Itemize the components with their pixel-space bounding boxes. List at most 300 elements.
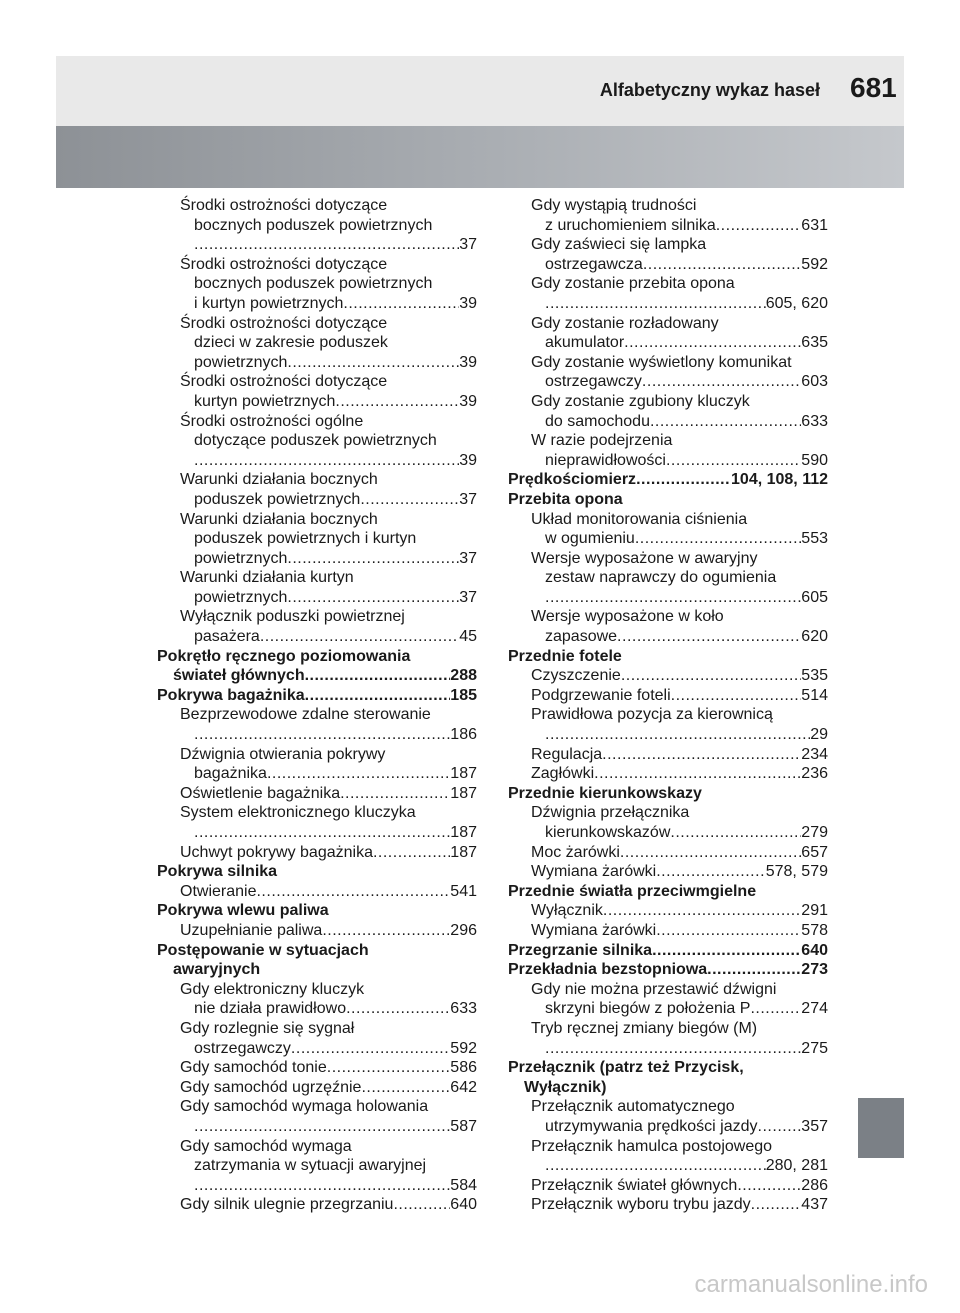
dot-leader — [656, 921, 801, 941]
dot-leader — [617, 627, 801, 647]
dot-leader — [602, 745, 801, 765]
index-heading — [157, 666, 477, 686]
entry-label: dzieci w zakresie poduszek — [194, 334, 388, 352]
page-reference: 236 — [801, 765, 828, 783]
entry-label: bocznych poduszek powietrznych — [194, 275, 433, 293]
entry-label: w ogumieniu — [545, 530, 635, 548]
page-reference: 288 — [450, 667, 477, 685]
page-reference: 635 — [801, 334, 828, 352]
dot-leader — [373, 843, 450, 863]
index-heading — [508, 960, 828, 980]
index-entry — [157, 1078, 477, 1098]
entry-label: Przełącznik hamulca postojowego — [531, 1137, 773, 1155]
index-entry — [508, 999, 828, 1019]
entry-label: Wymiana żarówki — [531, 863, 657, 881]
dot-leader — [716, 216, 802, 236]
index-entry — [157, 1156, 477, 1176]
entry-label: Pokrętło ręcznego poziomowania — [157, 647, 411, 665]
index-entry — [508, 294, 828, 314]
index-entry — [157, 843, 477, 863]
entry-label: Pokrywa silnika — [157, 863, 278, 881]
index-entry — [508, 1195, 828, 1215]
index-entry — [157, 431, 477, 451]
entry-label: z uruchomieniem silnika — [545, 216, 716, 234]
entry-label: Przekładnia bezstopniowa — [508, 961, 708, 979]
page-reference: 603 — [801, 373, 828, 391]
page-reference: 37 — [459, 549, 477, 567]
dot-leader — [305, 686, 451, 706]
index-entry — [157, 372, 477, 392]
page-reference: 590 — [801, 451, 828, 469]
index-entry — [508, 666, 828, 686]
index-entry — [508, 627, 828, 647]
index-entry — [508, 1117, 828, 1137]
page-reference: 280, 281 — [765, 1157, 828, 1175]
page-reference: 592 — [801, 255, 828, 273]
index-entry — [508, 901, 828, 921]
entry-label: poduszek powietrznych — [194, 490, 361, 508]
entry-label: bocznych poduszek powietrznych — [194, 216, 433, 234]
entry-label: Środki ostrożności dotyczące — [180, 255, 388, 273]
index-entry — [157, 255, 477, 275]
index-entry — [508, 921, 828, 941]
index-entry — [157, 803, 477, 823]
index-heading — [508, 470, 828, 490]
index-entry — [157, 921, 477, 941]
dot-leader — [194, 725, 450, 745]
index-entry — [157, 1195, 477, 1215]
entry-label: Środki ostrożności dotyczące — [180, 373, 388, 391]
dot-leader — [751, 1195, 802, 1215]
entry-label: ostrzegawczy — [194, 1039, 291, 1057]
entry-label: świateł głównych — [173, 667, 305, 685]
index-entry — [508, 1039, 828, 1059]
entry-label: Przełącznik automatycznego — [531, 1098, 735, 1116]
entry-label: Przednie kierunkowskazy — [508, 784, 702, 802]
entry-label: zapasowe — [545, 628, 618, 646]
index-entry — [157, 412, 477, 432]
entry-label: Gdy silnik ulegnie przegrzaniu — [180, 1196, 394, 1214]
index-column-left — [157, 196, 477, 1215]
index-entry — [508, 1176, 828, 1196]
index-entry — [508, 372, 828, 392]
index-entry — [508, 803, 828, 823]
index-entry — [157, 274, 477, 294]
index-entry — [508, 333, 828, 353]
entry-label: Pokrywa wlewu paliwa — [157, 902, 329, 920]
page-reference: 584 — [450, 1176, 477, 1194]
entry-label: Wersje wyposażone w awaryjny — [531, 549, 758, 567]
watermark: carmanualsonline.info — [694, 1271, 928, 1298]
entry-label: bagażnika — [194, 765, 267, 783]
index-entry — [157, 588, 477, 608]
entry-label: ostrzegawcza — [545, 255, 643, 273]
dot-leader — [624, 333, 801, 353]
decorative-band — [56, 126, 904, 188]
entry-label: Środki ostrożności ogólne — [180, 412, 364, 430]
page-reference: 37 — [459, 588, 477, 606]
entry-label: Oświetlenie bagażnika — [180, 784, 341, 802]
page-reference: 275 — [801, 1039, 828, 1057]
index-entry — [508, 745, 828, 765]
entry-label: Moc żarówki — [531, 843, 620, 861]
dot-leader — [635, 529, 801, 549]
entry-label: Gdy samochód wymaga — [180, 1137, 352, 1155]
entry-label: utrzymywania prędkości jazdy — [545, 1117, 758, 1135]
dot-leader — [335, 392, 459, 412]
entry-label: Gdy zostanie wyświetlony komunikat — [531, 353, 792, 371]
index-entry — [508, 274, 828, 294]
entry-label: Gdy wystąpią trudności — [531, 197, 697, 214]
dot-leader — [656, 862, 766, 882]
page-reference: 187 — [450, 824, 477, 841]
dot-leader — [346, 999, 450, 1019]
index-entry — [508, 529, 828, 549]
entry-label: Pokrywa bagażnika — [157, 686, 305, 704]
page-reference: 620 — [801, 628, 828, 646]
entry-label: W razie podejrzenia — [531, 432, 673, 450]
entry-label: kierunkowskazów — [545, 824, 671, 841]
entry-label: Bezprzewodowe zdalne sterowanie — [180, 706, 431, 724]
index-entry — [157, 823, 477, 843]
entry-label: Przebita opona — [508, 490, 623, 508]
entry-label: Przełącznik świateł głównych — [531, 1176, 738, 1194]
entry-label: Podgrzewanie foteli — [531, 686, 671, 704]
index-entry — [508, 862, 828, 882]
page-reference: 186 — [450, 726, 477, 744]
entry-label: Środki ostrożności dotyczące — [180, 197, 388, 214]
page-reference: 592 — [450, 1039, 477, 1057]
page-reference: 185 — [450, 686, 477, 704]
index-heading — [508, 490, 828, 510]
entry-label: Wyłącznik) — [524, 1078, 607, 1096]
index-entry — [157, 216, 477, 236]
dot-leader — [291, 1039, 450, 1059]
index-entry — [508, 588, 828, 608]
dot-leader — [545, 1156, 766, 1176]
dot-leader — [642, 372, 801, 392]
index-entry — [508, 764, 828, 784]
index-entry — [508, 392, 828, 412]
page-reference: 514 — [801, 686, 828, 704]
index-entry — [508, 510, 828, 530]
page-reference: 605 — [801, 588, 828, 606]
dot-leader — [737, 1176, 801, 1196]
index-heading — [157, 941, 477, 961]
page-reference: 286 — [801, 1176, 828, 1194]
dot-leader — [287, 588, 459, 608]
entry-label: Gdy zostanie przebita opona — [531, 275, 735, 293]
page-reference: 541 — [450, 882, 477, 900]
entry-label: Dźwignia otwierania pokrywy — [180, 745, 386, 763]
dot-leader — [305, 666, 451, 686]
page-reference: 39 — [459, 392, 477, 410]
page-reference: 357 — [801, 1117, 828, 1135]
entry-label: skrzyni biegów z położenia P — [545, 1000, 751, 1018]
index-entry — [157, 1137, 477, 1157]
index-entry — [508, 216, 828, 236]
page-reference: 640 — [801, 941, 828, 959]
index-entry — [508, 451, 828, 471]
entry-label: Wyłącznik poduszki powietrznej — [180, 608, 405, 626]
entry-label: Otwieranie — [180, 882, 257, 900]
index-entry — [157, 607, 477, 627]
entry-label: Uzupełnianie paliwa — [180, 921, 323, 939]
index-entry — [157, 882, 477, 902]
entry-label: dotyczące poduszek powietrznych — [194, 432, 437, 450]
index-entry — [508, 1019, 828, 1039]
entry-label: Układ monitorowania ciśnienia — [531, 510, 748, 528]
entry-label: Tryb ręcznej zmiany biegów (M) — [531, 1019, 758, 1037]
index-entry — [157, 529, 477, 549]
entry-label: Wersje wyposażone w koło — [531, 608, 724, 626]
page-reference: 640 — [450, 1196, 477, 1214]
index-entry — [508, 1156, 828, 1176]
entry-label: Gdy elektroniczny kluczyk — [180, 980, 365, 998]
index-entry — [157, 627, 477, 647]
page-reference: 39 — [459, 451, 477, 469]
dot-leader — [666, 451, 801, 471]
dot-leader — [194, 1176, 450, 1196]
page-reference: 29 — [810, 726, 828, 744]
index-entry — [508, 549, 828, 569]
entry-label: Środki ostrożności dotyczące — [180, 314, 388, 332]
entry-label: nieprawidłowości — [545, 451, 666, 469]
page-reference: 279 — [801, 824, 828, 841]
entry-label: kurtyn powietrznych — [194, 392, 336, 410]
entry-label: Przednie światła przeciwmgielne — [508, 882, 757, 900]
entry-label: Regulacja — [531, 745, 603, 763]
index-entry — [508, 568, 828, 588]
entry-label: Przełącznik wyboru trybu jazdy — [531, 1196, 751, 1214]
index-entry — [157, 1097, 477, 1117]
index-heading — [157, 862, 477, 882]
entry-label: Wyłącznik — [531, 902, 603, 920]
entry-label: poduszek powietrznych i kurtyn — [194, 530, 417, 548]
dot-leader — [343, 294, 459, 314]
index-entry — [508, 431, 828, 451]
index-entry — [157, 568, 477, 588]
page-number-text: 681 — [850, 72, 897, 103]
entry-label: Wymiana żarówki — [531, 921, 657, 939]
dot-leader — [636, 470, 731, 490]
entry-label: Gdy zostanie zgubiony kluczyk — [531, 392, 750, 410]
index-entry — [157, 725, 477, 745]
entry-label: Gdy samochód ugrzęźnie — [180, 1078, 362, 1096]
dot-leader — [327, 1058, 451, 1078]
index-entry — [157, 745, 477, 765]
page-reference: 587 — [450, 1117, 477, 1135]
entry-label: Prawidłowa pozycja za kierownicą — [531, 706, 773, 724]
dot-leader — [750, 999, 801, 1019]
dot-leader — [287, 549, 459, 569]
index-heading — [508, 1058, 828, 1078]
dot-leader — [267, 764, 450, 784]
index-entry — [508, 1137, 828, 1157]
dot-leader — [260, 627, 459, 647]
entry-label: Uchwyt pokrywy bagażnika — [180, 843, 373, 861]
index-entry — [157, 764, 477, 784]
index-entry — [508, 353, 828, 373]
index-entry — [508, 314, 828, 334]
index-entry — [508, 1097, 828, 1117]
index-heading — [508, 941, 828, 961]
entry-label: akumulator — [545, 334, 625, 352]
dot-leader — [707, 960, 801, 980]
index-entry — [508, 412, 828, 432]
index-entry — [157, 549, 477, 569]
page-reference: 586 — [450, 1059, 477, 1077]
page-reference: 187 — [450, 765, 477, 783]
page-reference: 642 — [450, 1078, 477, 1096]
dot-leader — [670, 823, 801, 843]
index-entry — [157, 1117, 477, 1137]
dot-leader — [194, 235, 459, 255]
index-entry — [157, 451, 477, 471]
index-heading — [157, 901, 477, 921]
page-reference: 291 — [801, 902, 828, 920]
page-reference: 39 — [459, 353, 477, 371]
entry-label: Przegrzanie silnika — [508, 941, 653, 959]
index-entry — [157, 294, 477, 314]
entry-label: Prędkościomierz — [508, 471, 637, 489]
index-entry — [157, 1019, 477, 1039]
dot-leader — [256, 882, 450, 902]
dot-leader — [545, 725, 810, 745]
index-entry — [157, 333, 477, 353]
entry-label: Czyszczenie — [531, 667, 621, 685]
page-reference: 631 — [801, 216, 828, 234]
index-entry — [157, 705, 477, 725]
index-entry — [508, 843, 828, 863]
entry-label: ostrzegawczy — [545, 373, 642, 391]
dot-leader — [393, 1195, 450, 1215]
dot-leader — [603, 901, 801, 921]
entry-label: System elektronicznego kluczyka — [180, 804, 416, 822]
dot-leader — [194, 1117, 450, 1137]
index-entry — [157, 1039, 477, 1059]
index-entry — [508, 607, 828, 627]
index-entry — [508, 823, 828, 843]
entry-label: Przełącznik (patrz też Przycisk, — [508, 1059, 744, 1077]
index-entry — [157, 353, 477, 373]
index-entry — [508, 980, 828, 1000]
page-reference: 187 — [450, 843, 477, 861]
entry-label: zestaw naprawczy do ogumienia — [545, 569, 777, 587]
dot-leader — [545, 1039, 801, 1059]
index-entry — [157, 999, 477, 1019]
page-reference: 633 — [801, 412, 828, 430]
dot-leader — [287, 353, 459, 373]
entry-label: Zagłówki — [531, 765, 595, 783]
dot-leader — [340, 784, 450, 804]
page-reference: 657 — [801, 843, 828, 861]
page-reference: 187 — [450, 784, 477, 802]
entry-label: Gdy samochód wymaga holowania — [180, 1098, 429, 1116]
index-entry — [157, 980, 477, 1000]
page-title: Alfabetyczny wykaz haseł — [599, 80, 820, 100]
page-reference: 535 — [801, 667, 828, 685]
page-reference: 37 — [459, 236, 477, 254]
page-reference: 274 — [801, 1000, 828, 1018]
entry-label: powietrznych — [194, 588, 288, 606]
index-heading — [508, 647, 828, 667]
index-entry — [508, 235, 828, 255]
dot-leader — [620, 843, 801, 863]
entry-label: Dźwignia przełącznika — [531, 804, 690, 822]
index-entry — [157, 392, 477, 412]
entry-label: zatrzymania w sytuacji awaryjnej — [194, 1157, 427, 1175]
entry-label: powietrznych — [194, 353, 288, 371]
entry-label: Gdy samochód tonie — [180, 1059, 327, 1077]
page-reference: 273 — [801, 961, 828, 979]
dot-leader — [360, 490, 459, 510]
entry-label: Przednie fotele — [508, 647, 622, 665]
index-heading — [157, 647, 477, 667]
page-reference: 633 — [450, 1000, 477, 1018]
entry-label: pasażera — [194, 628, 260, 646]
entry-label: Postępowanie w sytuacjach — [157, 941, 369, 959]
entry-label: awaryjnych — [173, 961, 261, 979]
page-reference: 37 — [459, 490, 477, 508]
dot-leader — [671, 686, 802, 706]
index-heading — [508, 784, 828, 804]
entry-label: nie działa prawidłowo — [194, 1000, 347, 1018]
entry-label: do samochodu — [545, 412, 650, 430]
index-entry — [157, 1176, 477, 1196]
page-reference: 45 — [459, 628, 477, 646]
page-reference: 437 — [801, 1196, 828, 1214]
page-reference: 553 — [801, 530, 828, 548]
index-entry — [157, 470, 477, 490]
index-heading — [508, 882, 828, 902]
index-entry — [157, 235, 477, 255]
dot-leader — [361, 1078, 450, 1098]
page-reference: 296 — [450, 921, 477, 939]
index-entry — [157, 196, 477, 216]
entry-label: Gdy rozlegnie się sygnał — [180, 1019, 355, 1037]
index-heading — [508, 1078, 828, 1098]
index-heading — [157, 960, 477, 980]
index-entry — [157, 1058, 477, 1078]
dot-leader — [652, 941, 801, 961]
index-entry — [508, 725, 828, 745]
index-entry — [157, 510, 477, 530]
entry-label: powietrznych — [194, 549, 288, 567]
dot-leader — [194, 823, 450, 843]
entry-label: Gdy nie można przestawić dźwigni — [531, 980, 777, 998]
dot-leader — [545, 588, 801, 608]
entry-label: i kurtyn powietrznych — [194, 294, 344, 312]
index-entry — [157, 314, 477, 334]
dot-leader — [621, 666, 801, 686]
dot-leader — [643, 255, 801, 275]
thumb-index-tab — [858, 1098, 904, 1158]
dot-leader — [194, 451, 459, 471]
page-reference: 104, 108, 112 — [731, 471, 828, 489]
index-heading — [157, 686, 477, 706]
index-entry — [508, 686, 828, 706]
entry-label: Gdy zostanie rozładowany — [531, 314, 719, 332]
page-reference: 578, 579 — [765, 863, 828, 881]
dot-leader — [322, 921, 450, 941]
entry-label: Warunki działania bocznych — [180, 510, 378, 528]
index-entry — [508, 255, 828, 275]
entry-label: Gdy zaświeci się lampka — [531, 236, 707, 254]
entry-label: Warunki działania bocznych — [180, 471, 378, 489]
index-entry — [157, 784, 477, 804]
dot-leader — [758, 1117, 802, 1137]
